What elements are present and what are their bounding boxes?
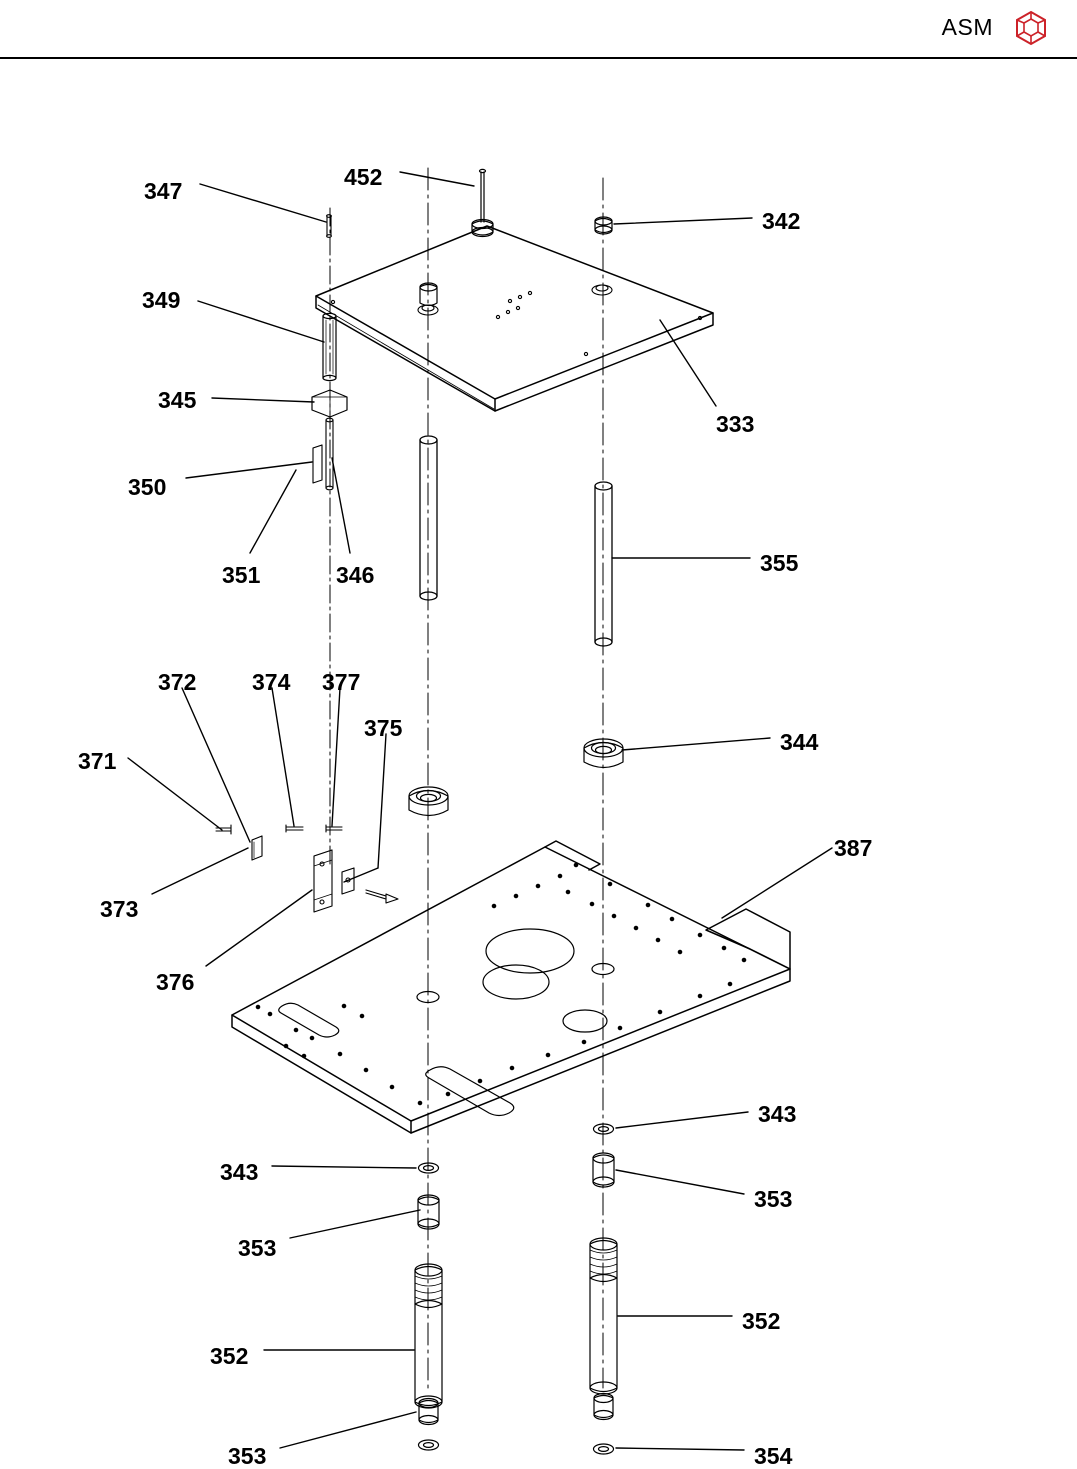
exploded-assembly-diagram [0, 58, 1077, 1469]
callout-377[interactable]: 377 [322, 669, 361, 695]
callout-347[interactable]: 347 [144, 178, 183, 204]
callout-343-left[interactable]: 343 [220, 1159, 259, 1185]
callout-374[interactable]: 374 [252, 669, 291, 695]
callout-342[interactable]: 342 [762, 208, 801, 234]
callout-333[interactable]: 333 [716, 411, 755, 437]
callout-353-left-upper[interactable]: 353 [238, 1235, 277, 1261]
cube-hexagon-icon [1013, 10, 1049, 46]
callout-387[interactable]: 387 [834, 835, 873, 861]
callout-353-left-lower[interactable]: 353 [228, 1443, 267, 1469]
callout-345[interactable]: 345 [158, 387, 197, 413]
callout-353-right-upper[interactable]: 353 [754, 1186, 793, 1212]
callout-350[interactable]: 350 [128, 474, 167, 500]
callout-344[interactable]: 344 [780, 729, 819, 755]
callout-373[interactable]: 373 [100, 896, 139, 922]
callout-349[interactable]: 349 [142, 287, 181, 313]
page-header [0, 0, 1077, 58]
callout-371[interactable]: 371 [78, 748, 117, 774]
callout-372[interactable]: 372 [158, 669, 197, 695]
brand-name: ASM [941, 14, 993, 40]
callout-452[interactable]: 452 [344, 164, 383, 190]
assembly-linework [0, 58, 1077, 1449]
callout-375[interactable]: 375 [364, 715, 403, 741]
callout-352-left[interactable]: 352 [210, 1343, 249, 1369]
callout-346[interactable]: 346 [336, 562, 375, 588]
callout-355[interactable]: 355 [760, 550, 799, 576]
callout-376[interactable]: 376 [156, 969, 195, 995]
callout-351[interactable]: 351 [222, 562, 261, 588]
callout-343-right[interactable]: 343 [758, 1101, 797, 1127]
callout-354[interactable]: 354 [754, 1443, 793, 1469]
callout-352-right[interactable]: 352 [742, 1308, 781, 1334]
